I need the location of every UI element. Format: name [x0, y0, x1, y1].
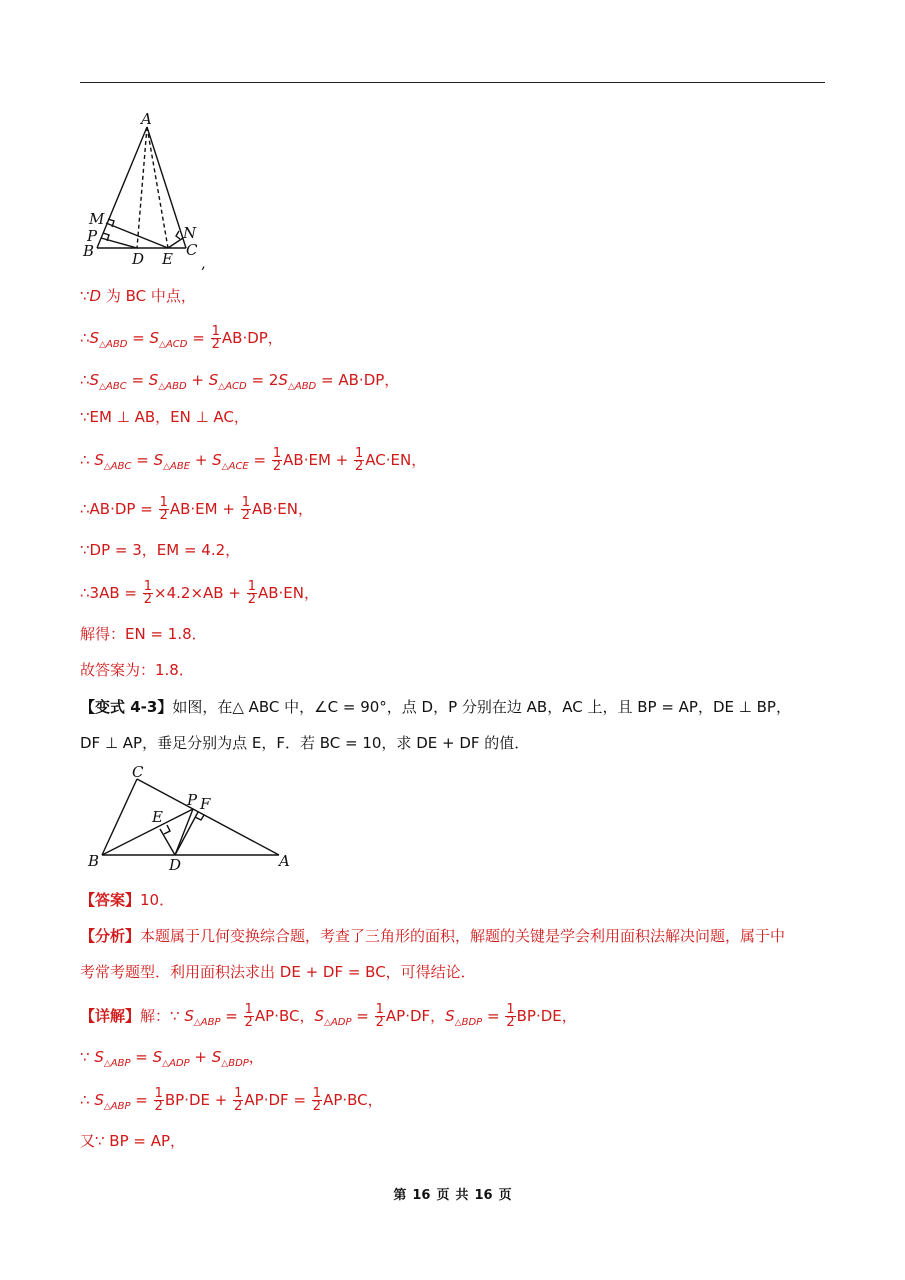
- answer-tag: 【答案】: [80, 891, 141, 909]
- fig1-label-B: B: [83, 242, 95, 260]
- analysis-line-2: 考常考题型．利用面积法求出 DE + DF = BC，可得结论．: [80, 963, 476, 981]
- fig1-label-C: C: [186, 241, 198, 259]
- fig2-label-A: A: [279, 852, 290, 870]
- solution1-line-8: ∴3AB = $\frac{1}{2}$ ×4.2×AB + $\frac{1}{2}$ AB·EN，: [80, 579, 319, 607]
- solution1-line-1: ∵D 为 BC 中点，: [80, 287, 196, 305]
- fig1-label-E: E: [162, 250, 173, 268]
- solution1-line-2: $\therefore S_{\triangle ABD} = S_{\triangle ACD}$ = $\frac{1}{2}$ AB·DP，: [80, 324, 283, 352]
- detail-line-2: ∵ $S_{\triangle ABP} = S_{\triangle ADP} + S_{\triangle BDP}$，: [80, 1048, 264, 1069]
- fig2-label-D: D: [169, 856, 182, 874]
- solution1-line-3: $\therefore S_{\triangle ABC} = S_{\triangle ABD} + S_{\triangle ACD} = 2S_{\triangle ABD} = AB\cdot DP$，: [80, 371, 400, 392]
- fig1-right-angle-N: [176, 231, 180, 239]
- fig1-side-AC: [147, 127, 186, 248]
- total-pages: 16: [474, 1188, 493, 1203]
- solution1-line-10: 故答案为：1.8．: [80, 661, 194, 679]
- detail-line-3: ∴ $S_{\triangle ABP}$ = $\frac{1}{2}$ BP·DE + $\frac{1}{2}$ AP·DF = $\frac{1}{2}$ AP·BC，: [80, 1086, 383, 1114]
- solution1-line-7: ∵DP = 3，EM = 4.2，: [80, 541, 241, 559]
- problem-line-2: DF ⊥ AP，垂足分别为点 E，F．若 BC = 10，求 DE + DF 的值．: [80, 734, 530, 752]
- detail-line-1: 【详解】解：∵ $S_{\triangle ABP}$ = $\frac{1}{2}$ AP·BC，$S_{\triangle ADP}$ = $\frac{1}{2}$ AP·DF，$S_{\triangle BDP}$ = $\frac{1}{2}$ BP·DE，: [80, 1002, 577, 1030]
- fig1-label-D: D: [132, 250, 145, 268]
- figure-2: [80, 762, 300, 877]
- fig2-label-C: C: [132, 763, 144, 781]
- fig2-segment-DP: [175, 809, 193, 855]
- solution1-line-5: ∴ $S_{\triangle ABC} = S_{\triangle ABE} + S_{\triangle ACE}$ = $\frac{1}{2}$ AB·EM + $\frac{1}{2}$ AC·EN，: [80, 446, 427, 474]
- fig1-trailing-comma: ,: [201, 254, 206, 272]
- fig1-label-M: M: [89, 210, 105, 228]
- analysis-tag: 【分析】: [80, 927, 141, 945]
- fig1-segment-EN: [168, 238, 183, 248]
- fig1-label-N: N: [183, 224, 197, 242]
- fig2-label-F: F: [200, 795, 211, 813]
- detail-line-4: 又∵ BP = AP，: [80, 1132, 186, 1150]
- header-rule: [80, 82, 825, 83]
- problem-line-1: 【变式 4-3】如图，在△ ABC 中，∠C = 90°，点 D，P 分别在边 AB，AC 上，且 BP = AP，DE ⊥ BP，: [80, 698, 791, 716]
- fig1-label-A: A: [141, 110, 152, 128]
- fig1-label-P: P: [87, 227, 98, 245]
- solution1-line-9: 解得：EN = 1.8．: [80, 625, 207, 643]
- solution1-line-6: ∴AB·DP = $\frac{1}{2}$ AB·EM + $\frac{1}{2}$ AB·EN，: [80, 495, 314, 523]
- figure-1: [80, 110, 220, 280]
- fig2-segment-DF: [175, 812, 198, 855]
- fig2-label-P: P: [187, 791, 198, 809]
- fig2-label-B: B: [88, 852, 100, 870]
- answer-line: 【答案】10．: [80, 891, 175, 909]
- fig2-side-BC: [102, 779, 137, 855]
- problem-tag: 【变式 4-3】: [80, 698, 173, 716]
- analysis-line-1: 【分析】本题属于几何变换综合题，考查了三角形的面积，解题的关键是学会利用面积法解决问题，属于中: [80, 927, 786, 945]
- page-footer: 第 16 页 共 16 页: [393, 1188, 512, 1203]
- fig2-label-E: E: [152, 808, 163, 826]
- fig1-dashed-AD: [137, 127, 147, 248]
- fig1-dashed-AE: [147, 127, 168, 248]
- fig1-segment-DP: [101, 238, 137, 248]
- fig2-right-angle-E: [164, 825, 170, 834]
- current-page: 16: [412, 1188, 431, 1203]
- detail-tag: 【详解】: [80, 1007, 141, 1025]
- fig1-segment-EM: [106, 223, 168, 248]
- solution1-line-4: ∵EM ⊥ AB，EN ⊥ AC，: [80, 408, 249, 426]
